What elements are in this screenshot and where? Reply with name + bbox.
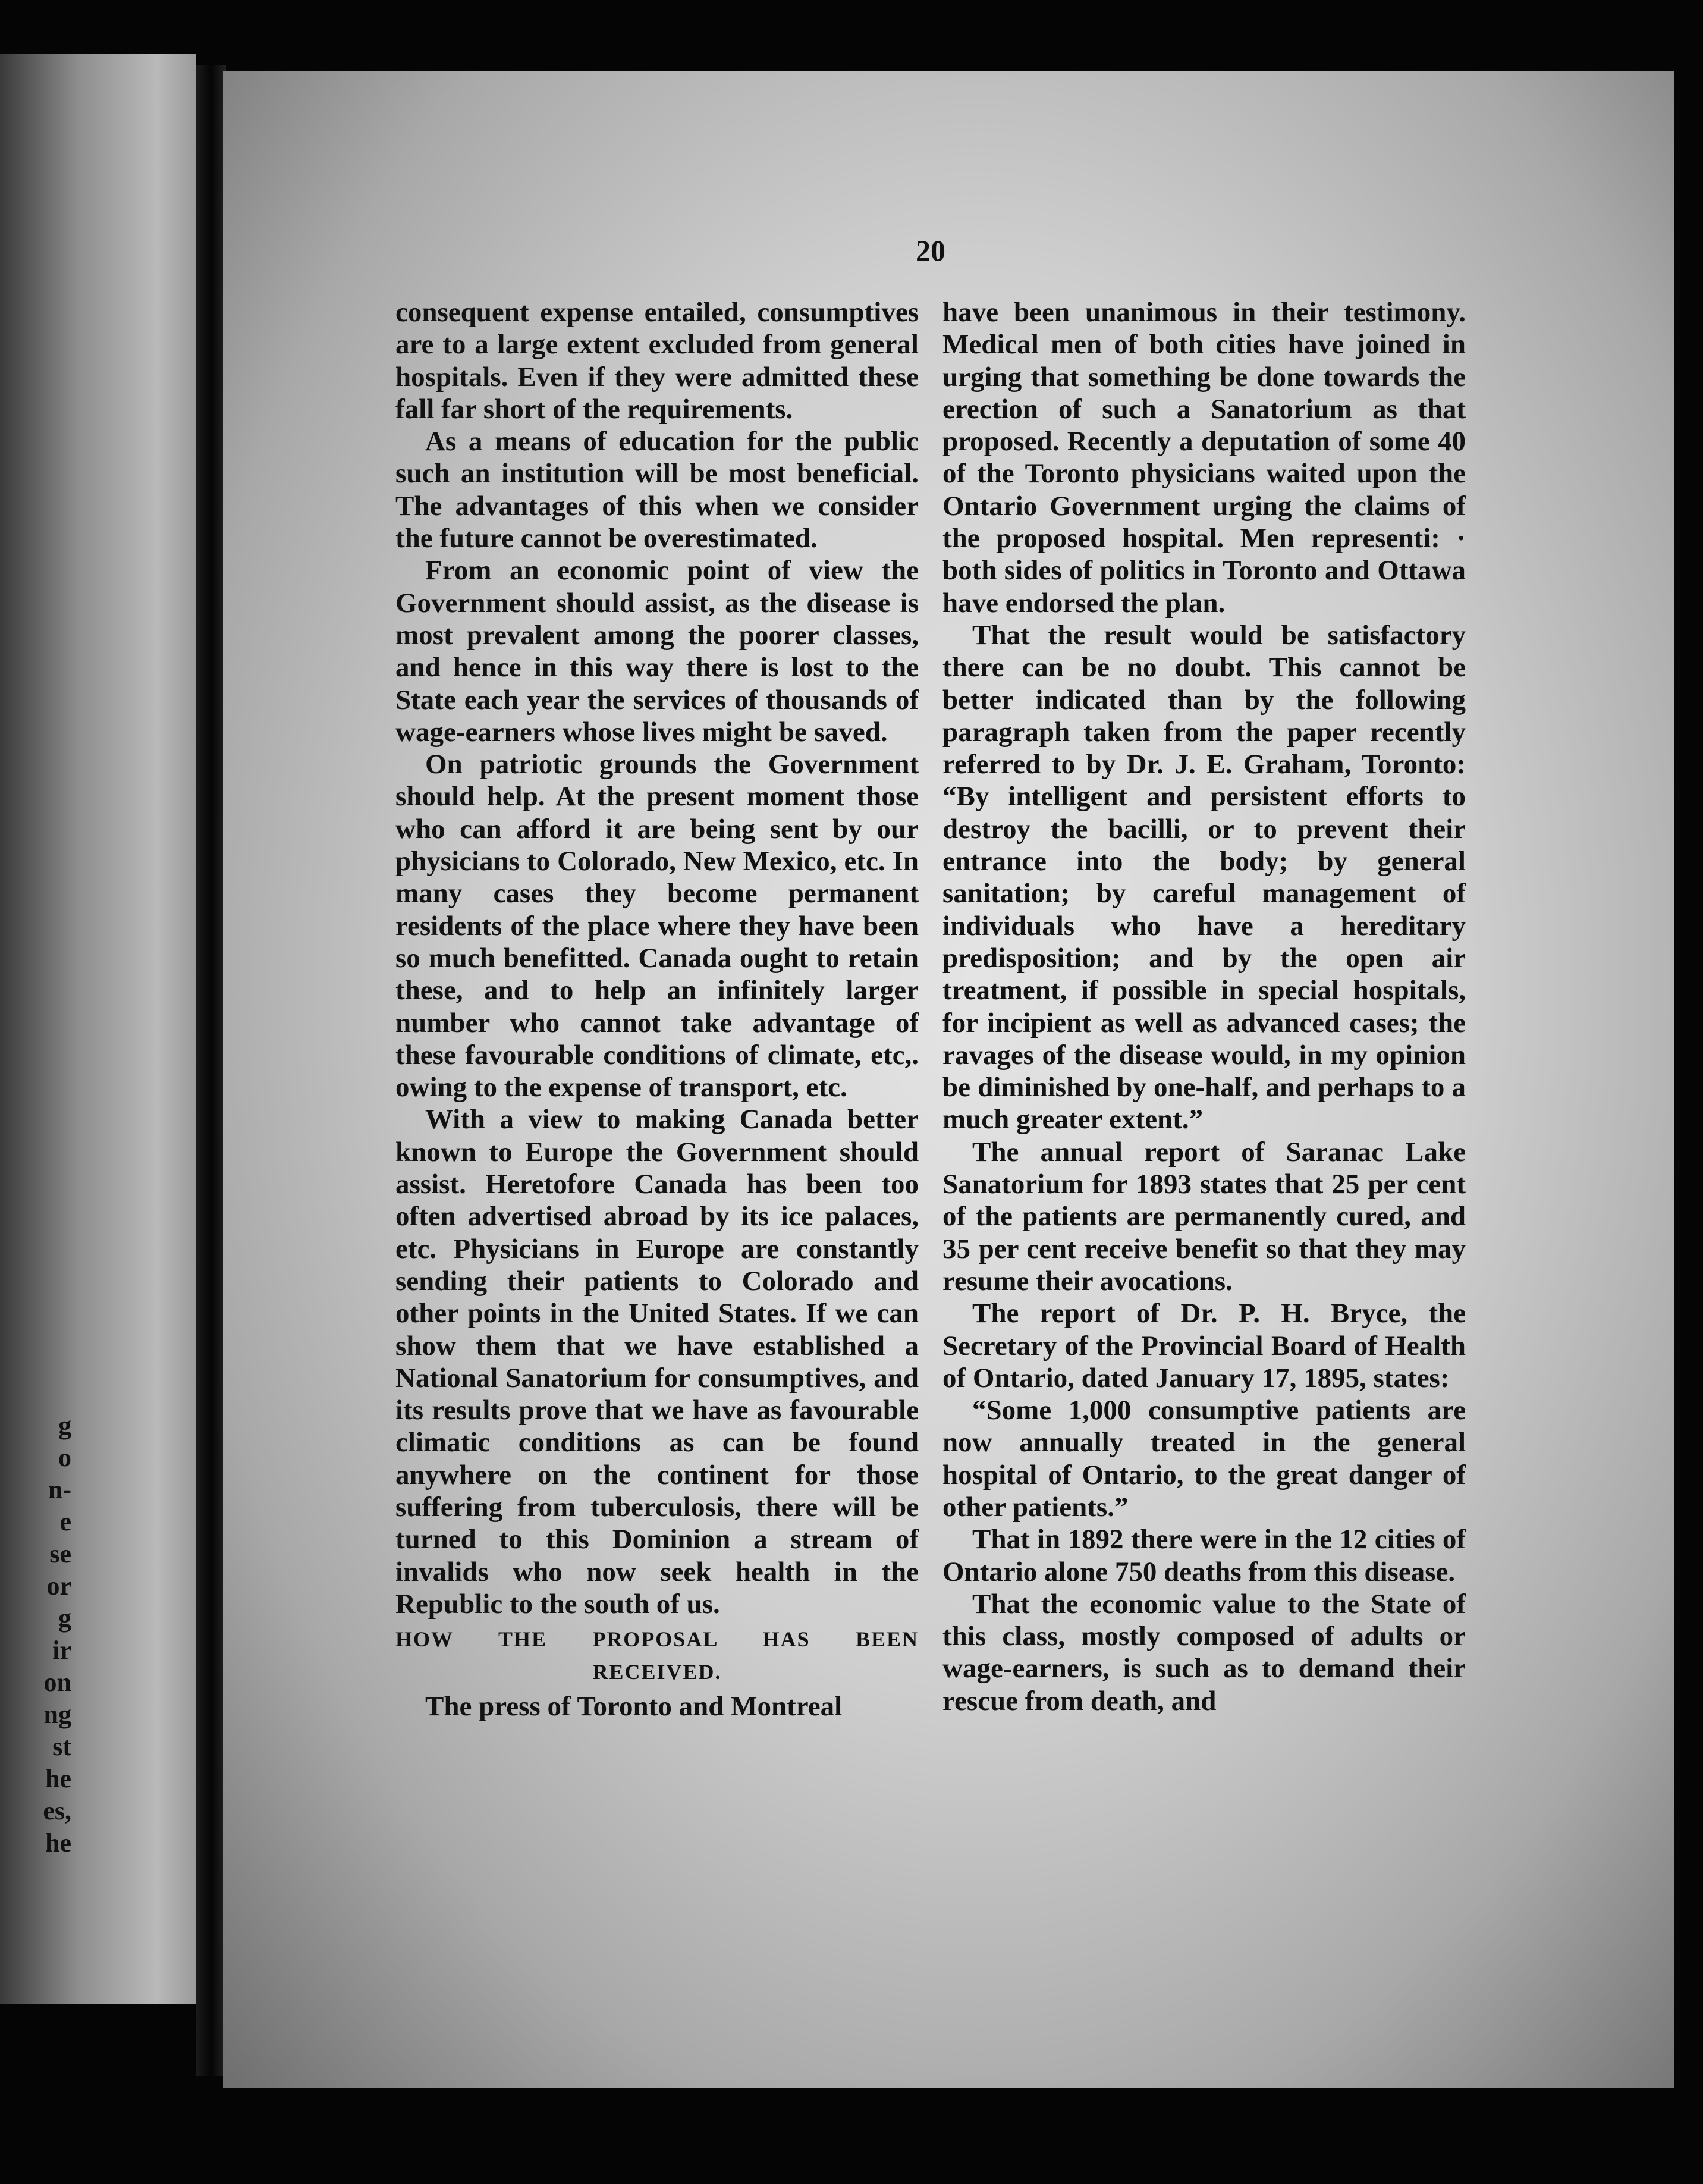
right-text-column xyxy=(942,296,1466,1717)
fragment: ir xyxy=(52,1636,71,1665)
paragraph: On patriotic grounds the Government should help. At the present moment those who can afford it are being sent by our physicians to Colorado, New Mexico, etc. In many cases they become permanent residents of the place where they have been so much benefitted. Canada ought to retain these, and to help an infinitely larger number who cannot take advantage of these favourable conditions of climate, etc,. owing to the expense of transport, etc. xyxy=(395,749,919,1103)
fragment: or xyxy=(46,1571,71,1601)
fragment: st xyxy=(52,1732,71,1761)
paragraph: have been unanimous in their testimony. Medical men of both cities have joined in urging that something be done towards the erection of such a Sanatorium as that proposed. Recently a deputation of some 40 of the Toronto physicians waited upon the Ontario Government urging the claims of the proposed hospital. Men representi: · both sides of politics in Toronto and Ottawa have endorsed the plan. xyxy=(942,297,1466,619)
paragraph: consequent expense entailed, consumptives are to a large extent excluded from general hospitals. Even if they were admitted these fall far short of the requirements. xyxy=(395,297,919,425)
page-number: 20 xyxy=(916,234,945,267)
paragraph: With a view to making Canada better known to Europe the Government should assist. Heretofore Canada has been too often advertised abroad by its ice palaces, etc. Physicians in Europe are constantly sending their patients to Colorado and other points in the United States. If we can show them that we have established a National Sanatorium for consumptives, and its results prove that we have as favourable climatic conditions as can be found anywhere on the continent for those suffering from tuberculosis, there will be turned to this Dominion a stream of invalids who now seek health in the Republic to the south of us. xyxy=(395,1104,919,1620)
paragraph: The press of Toronto and Montreal xyxy=(425,1691,843,1722)
fragment: e xyxy=(59,1507,71,1536)
fragment: se xyxy=(49,1539,71,1568)
paragraph: The report of Dr. P. H. Bryce, the Secretary of the Provincial Board of Health of Ontario, dated January 17, 1895, states: xyxy=(942,1298,1466,1394)
fragment: o xyxy=(58,1443,71,1472)
paragraph: That the economic value to the State of this class, mostly composed of adults or wage-earners, is such as to demand their rescue from death, and xyxy=(942,1588,1466,1717)
paragraph: The annual report of Saranac Lake Sanatorium for 1893 states that 25 per cent of the patients are permanently cured, and 35 per cent receive benefit so that they may resume their avocations. xyxy=(942,1136,1466,1297)
fragment: ng xyxy=(43,1700,71,1729)
fragment: n- xyxy=(48,1475,71,1504)
previous-page-fragments xyxy=(0,1410,71,1859)
quotation: “Some 1,000 consumptive patients are now annually treated in the general hospital of Ontario, to the great danger of other patients.” xyxy=(942,1395,1466,1523)
fragment: g xyxy=(58,1604,71,1633)
section-heading: HOW THE PROPOSAL HAS BEEN xyxy=(395,1627,919,1652)
left-text-column xyxy=(395,296,919,1722)
paragraph: That the result would be satisfactory there can be no doubt. This cannot be better indicated than by the following paragraph taken from the paper recently referred to by Dr. J. E. Graham, Toronto: “By intelligent and persistent efforts to destroy the bacilli, or to prevent their entrance into the body; by general sanitation; by careful management of individuals who have a hereditary predisposition; and by the open air treatment, if possible in special hospitals, for incipient as well as advanced cases; the ravages of the disease would, in my opinion be diminished by one-half, and perhaps to a much greater extent.” xyxy=(942,619,1466,1135)
book-gutter xyxy=(196,65,226,2076)
paragraph: As a means of education for the public such an institution will be most beneficial. The advantages of this when we consider the future cannot be overestimated. xyxy=(395,426,919,554)
fragment: on xyxy=(43,1668,71,1697)
fragment: g xyxy=(58,1411,71,1440)
section-heading-continuation: RECEIVED. xyxy=(592,1660,722,1684)
paragraph: From an economic point of view the Government should assist, as the disease is most prevalent among the poorer classes, and hence in this way there is lost to the State each year the services of thousands of wage-earners whose lives might be saved. xyxy=(395,555,919,748)
paragraph: That in 1892 there were in the 12 cities of Ontario alone 750 deaths from this disease. xyxy=(942,1524,1466,1587)
fragment: es, xyxy=(43,1796,71,1825)
fragment: he xyxy=(45,1764,71,1793)
fragment: he xyxy=(45,1828,71,1857)
